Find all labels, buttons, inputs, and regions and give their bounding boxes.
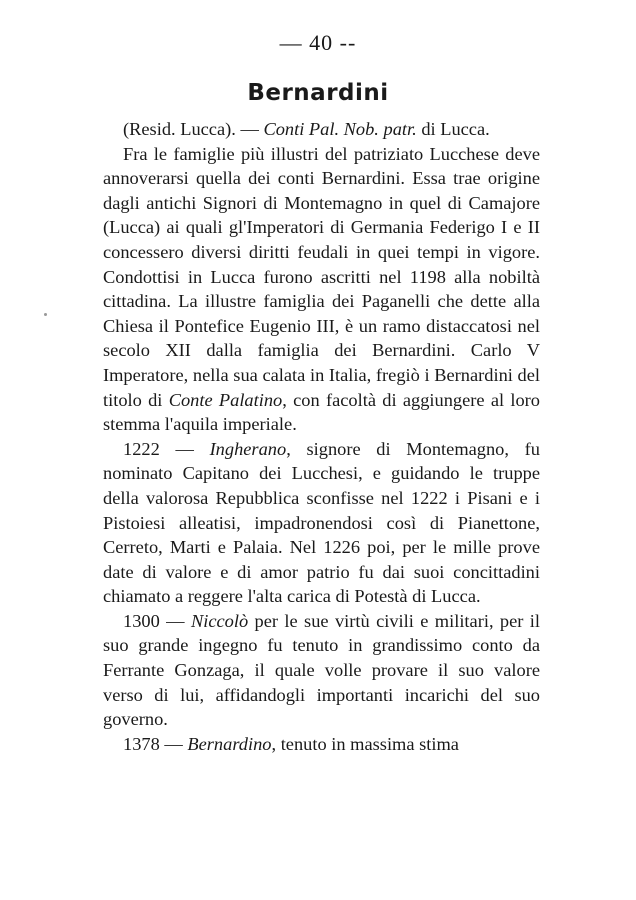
body-text [103, 117, 540, 756]
paragraph [103, 437, 540, 609]
paragraph [103, 117, 540, 142]
text-segment: , tenuto in massima stima [271, 733, 459, 754]
margin-speck [44, 313, 47, 316]
text-segment: 1222 — [123, 438, 210, 459]
text-segment: (Resid. Lucca). — [123, 119, 264, 139]
text-segment: per le sue virtù civili e militari, per il suo grande ingegno fu tenuto in grandissimo conto da Ferrante Gonzaga, il quale volle provare il suo valore verso di lui, affidandogli importanti incarichi del suo governo. [103, 610, 541, 730]
text-segment: , signore di Montemagno, fu nominato Capitano dei Lucchesi, e guidando le truppe della valorosa Repubblica sconfisse nel 1222 i Pisani e i Pistoiesi alleatisi, impadronendosi così di Pianettone, Cerreto, Marti e Palaia. Nel 1226 poi, per le mille prove date di valore e di amor patrio fu dai suoi concittadini chiamato a reggere l'alta carica di Potestà di Lucca. [103, 438, 540, 607]
paragraph [103, 732, 540, 757]
italic-text: Bernardino [187, 733, 272, 754]
italic-text: Ingherano [209, 438, 287, 459]
italic-text: Conte Palatino [168, 389, 283, 410]
italic-text: Conti Pal. Nob. patr. [263, 119, 417, 139]
text-segment: , con facoltà di aggiungere al loro stemma l'aquila imperiale. [103, 389, 540, 435]
text-segment: 1378 — [123, 733, 188, 754]
italic-text: Niccolò [190, 610, 249, 631]
page-number: — 40 -- [279, 30, 357, 55]
paragraph [103, 609, 540, 732]
text-segment: Fra le famiglie più illustri del patriziato Lucchese deve annoverarsi quella dei conti Bernardini. Essa trae origine dagli antichi Signori di Montemagno in quel di Camajore (Lucca) ai quali gl'Imperatori di Germania Federigo I e II concessero diversi diritti feudali in quei tempi in vigore. Condottisi in Lucca furono ascritti nel 1198 alla nobiltà cittadina. La illustre famiglia dei Paganelli che dette alla Chiesa il Pontefice Eugenio III, è un ramo distaccatosi nel secolo XII dalla famiglia dei Bernardini. Carlo V Imperatore, nella sua calata in Italia, fregiò i Bernardini del titolo di [103, 143, 540, 410]
text-segment: 1300 — [123, 610, 191, 631]
text-segment: di Lucca. [416, 119, 490, 139]
page-title: Bernardini [247, 80, 389, 106]
paragraph [103, 142, 540, 437]
